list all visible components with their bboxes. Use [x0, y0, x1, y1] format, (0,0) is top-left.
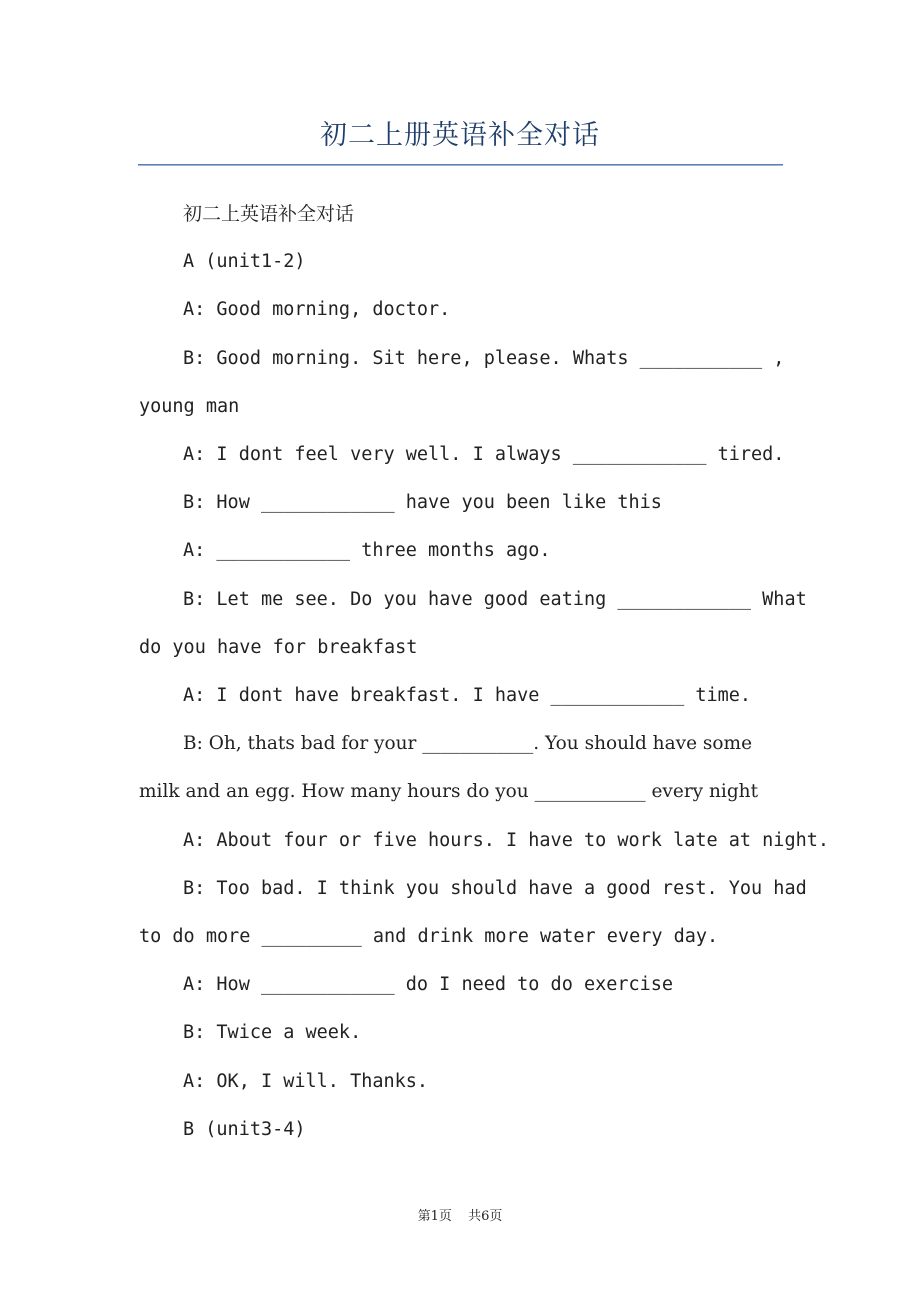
- dialogue-line: A: OK, I will. Thanks.: [183, 1070, 429, 1092]
- section-heading-b: B (unit3-4): [183, 1118, 306, 1140]
- page-total: 共6页: [468, 1209, 503, 1224]
- dialogue-line: B: Good morning. Sit here, please. Whats ___________ ,: [183, 347, 785, 369]
- dialogue-line: B: How ____________ have you been like this: [183, 492, 662, 514]
- page-number: 第1页: [417, 1209, 452, 1224]
- dialogue-line: B: Too bad. I think you should have a good rest. You had: [183, 877, 807, 899]
- dialogue-line: A: ____________ three months ago.: [183, 540, 551, 562]
- dialogue-line: A: I dont have breakfast. I have ____________ time.: [183, 685, 752, 707]
- dialogue-line-continuation: young man: [139, 395, 240, 417]
- dialogue-line-continuation: do you have for breakfast: [139, 636, 418, 658]
- subtitle-line: 初二上英语补全对话: [183, 203, 355, 225]
- section-heading-a: A (unit1-2): [183, 251, 306, 273]
- dialogue-line: A: Good morning, doctor.: [183, 299, 451, 321]
- page-footer: [0, 1205, 920, 1224]
- document-body: [139, 190, 830, 1154]
- dialogue-line: B: Let me see. Do you have good eating ____________ What: [183, 588, 807, 610]
- title-divider: [138, 164, 783, 166]
- dialogue-line-continuation: to do more _________ and drink more water every day.: [139, 926, 719, 948]
- dialogue-line: A: How ____________ do I need to do exercise: [183, 974, 674, 996]
- dialogue-line-continuation: milk and an egg. How many hours do you ____________ every night: [139, 781, 759, 803]
- dialogue-line: B: Oh, thats bad for your ____________. You should have some: [183, 733, 753, 755]
- dialogue-line: A: About four or five hours. I have to work late at night.: [183, 829, 830, 851]
- dialogue-line: B: Twice a week.: [183, 1022, 362, 1044]
- page-title: 初二上册英语补全对话: [320, 120, 600, 151]
- dialogue-line: A: I dont feel very well. I always ____________ tired.: [183, 444, 785, 466]
